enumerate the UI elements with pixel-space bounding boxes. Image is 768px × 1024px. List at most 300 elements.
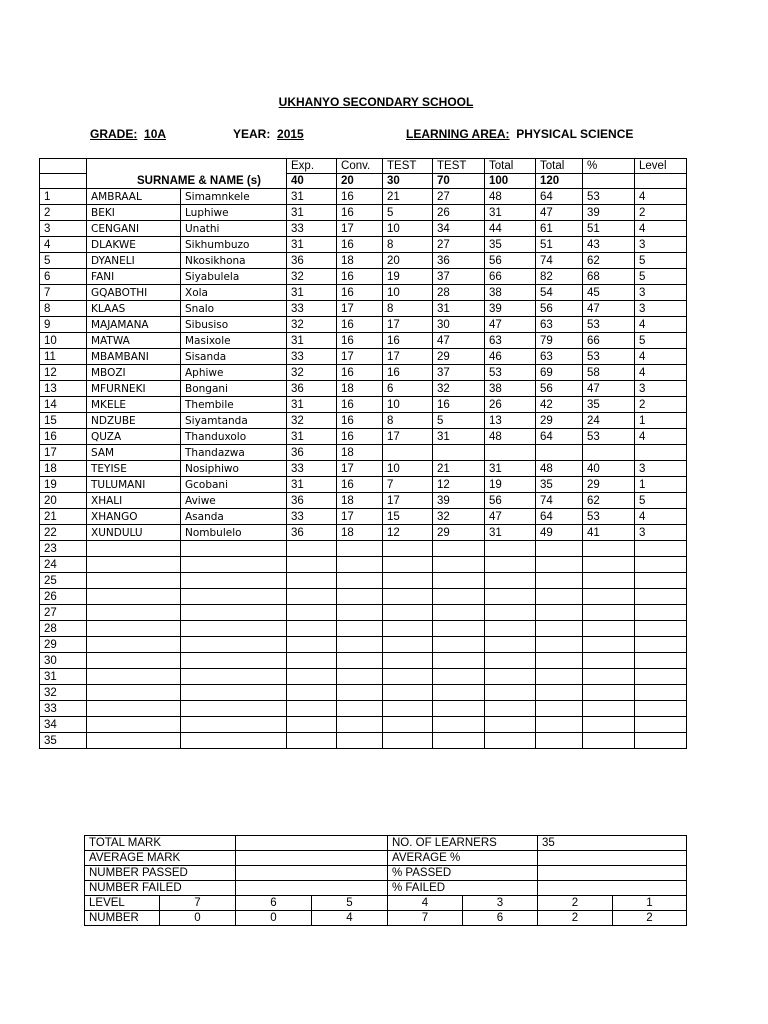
level-cell — [635, 669, 687, 685]
test2-cell: 29 — [433, 349, 485, 365]
header-blank — [40, 159, 87, 174]
surname-cell — [87, 669, 181, 685]
table-row — [40, 205, 687, 221]
max-conv: 20 — [337, 174, 383, 189]
first-name-cell: Thandazwa — [181, 445, 287, 461]
level-cell — [635, 717, 687, 733]
test2-cell: 47 — [433, 333, 485, 349]
test1-cell: 5 — [383, 205, 433, 221]
pct-cell: 45 — [583, 285, 635, 301]
first-name-cell: Bongani — [181, 381, 287, 397]
test2-cell: 37 — [433, 269, 485, 285]
level-cell: 4 — [635, 509, 687, 525]
table-row — [40, 733, 687, 749]
number-cell: 2 — [538, 911, 613, 926]
level-cell: 3 — [635, 285, 687, 301]
level-cell — [635, 541, 687, 557]
total120-cell — [536, 669, 583, 685]
level-cell: 4 — [635, 429, 687, 445]
first-name-cell: Simamnkele — [181, 189, 287, 205]
total-mark-label: TOTAL MARK — [85, 836, 236, 851]
grade-value: 10A — [144, 127, 167, 141]
conv-cell: 16 — [337, 317, 383, 333]
conv-cell — [337, 557, 383, 573]
first-name-cell: Luphiwe — [181, 205, 287, 221]
test1-cell — [383, 685, 433, 701]
level-cell — [635, 685, 687, 701]
surname-cell: MFURNEKI — [87, 381, 181, 397]
first-name-cell: Sibusiso — [181, 317, 287, 333]
col-label-level: Level — [635, 159, 687, 174]
test2-cell: 27 — [433, 237, 485, 253]
col-label-total120: Total — [536, 159, 583, 174]
average-mark-label: AVERAGE MARK — [85, 851, 236, 866]
total100-cell — [485, 605, 536, 621]
conv-cell: 17 — [337, 301, 383, 317]
surname-cell: DYANELI — [87, 253, 181, 269]
table-row — [40, 317, 687, 333]
conv-cell — [337, 637, 383, 653]
total100-cell: 47 — [485, 317, 536, 333]
level-cell: 4 — [635, 349, 687, 365]
first-name-cell: Siyamtanda — [181, 413, 287, 429]
test1-cell: 15 — [383, 509, 433, 525]
conv-cell: 16 — [337, 333, 383, 349]
level-cell — [635, 637, 687, 653]
pct-cell — [583, 637, 635, 653]
pct-cell: 24 — [583, 413, 635, 429]
test1-cell: 17 — [383, 429, 433, 445]
exp-cell: 31 — [287, 205, 337, 221]
level-cell: 7 — [160, 896, 236, 911]
level-cell: 3 — [635, 381, 687, 397]
row-number: 12 — [40, 365, 87, 381]
max-total120: 120 — [536, 174, 583, 189]
col-label-exp: Exp. — [287, 159, 337, 174]
total100-cell: 38 — [485, 285, 536, 301]
test2-cell — [433, 637, 485, 653]
total120-cell: 64 — [536, 429, 583, 445]
row-number: 3 — [40, 221, 87, 237]
total120-cell: 29 — [536, 413, 583, 429]
year-label: YEAR: — [233, 127, 271, 141]
surname-cell — [87, 573, 181, 589]
first-name-cell: Nkosikhona — [181, 253, 287, 269]
level-cell — [635, 701, 687, 717]
conv-cell: 16 — [337, 365, 383, 381]
level-cell: 4 — [635, 365, 687, 381]
table-row — [40, 685, 687, 701]
pct-cell: 51 — [583, 221, 635, 237]
test1-cell: 16 — [383, 365, 433, 381]
total100-cell: 63 — [485, 333, 536, 349]
row-number: 22 — [40, 525, 87, 541]
exp-cell: 31 — [287, 333, 337, 349]
first-name-cell: Thanduxolo — [181, 429, 287, 445]
test2-cell — [433, 557, 485, 573]
row-number: 1 — [40, 189, 87, 205]
conv-cell — [337, 733, 383, 749]
total120-cell: 49 — [536, 525, 583, 541]
pct-cell — [583, 621, 635, 637]
row-number: 20 — [40, 493, 87, 509]
first-name-cell: Thembile — [181, 397, 287, 413]
first-name-cell: Masixole — [181, 333, 287, 349]
table-row — [40, 237, 687, 253]
total100-cell: 31 — [485, 525, 536, 541]
exp-cell: 32 — [287, 365, 337, 381]
row-number: 31 — [40, 669, 87, 685]
level-cell: 3 — [635, 461, 687, 477]
surname-cell: TULUMANI — [87, 477, 181, 493]
total100-cell: 56 — [485, 253, 536, 269]
table-row — [40, 461, 687, 477]
surname-cell: XHALI — [87, 493, 181, 509]
level-cell: 4 — [635, 317, 687, 333]
exp-cell — [287, 653, 337, 669]
test1-cell — [383, 541, 433, 557]
level-cell: 4 — [635, 221, 687, 237]
test1-cell: 10 — [383, 221, 433, 237]
row-number: 9 — [40, 317, 87, 333]
total100-cell: 48 — [485, 189, 536, 205]
exp-cell: 31 — [287, 189, 337, 205]
test2-cell — [433, 541, 485, 557]
level-cell: 3 — [635, 301, 687, 317]
test2-cell: 37 — [433, 365, 485, 381]
summary-row — [85, 836, 687, 851]
school-title: UKHANYO SECONDARY SCHOOL — [278, 95, 474, 109]
total120-cell: 61 — [536, 221, 583, 237]
level-row — [85, 896, 687, 911]
row-number: 7 — [40, 285, 87, 301]
table-row — [40, 381, 687, 397]
table-row — [40, 253, 687, 269]
total120-cell: 51 — [536, 237, 583, 253]
test1-cell — [383, 557, 433, 573]
test1-cell: 10 — [383, 285, 433, 301]
exp-cell: 33 — [287, 509, 337, 525]
exp-cell — [287, 573, 337, 589]
table-row — [40, 477, 687, 493]
total100-cell — [485, 557, 536, 573]
conv-cell: 17 — [337, 349, 383, 365]
exp-cell: 33 — [287, 301, 337, 317]
total120-cell — [536, 685, 583, 701]
table-row — [40, 541, 687, 557]
total120-cell — [536, 557, 583, 573]
number-failed-value — [236, 881, 388, 896]
row-number: 15 — [40, 413, 87, 429]
total120-cell: 79 — [536, 333, 583, 349]
total120-cell: 69 — [536, 365, 583, 381]
surname-cell: BEKI — [87, 205, 181, 221]
number-passed-label: NUMBER PASSED — [85, 866, 236, 881]
conv-cell: 18 — [337, 381, 383, 397]
average-mark-value — [236, 851, 388, 866]
pct-cell: 62 — [583, 253, 635, 269]
pct-cell — [583, 669, 635, 685]
total120-cell: 47 — [536, 205, 583, 221]
level-cell: 2 — [635, 397, 687, 413]
max-total100: 100 — [485, 174, 536, 189]
pct-cell: 53 — [583, 317, 635, 333]
exp-cell: 36 — [287, 253, 337, 269]
conv-cell — [337, 573, 383, 589]
level-cell — [635, 589, 687, 605]
table-row — [40, 701, 687, 717]
exp-cell — [287, 589, 337, 605]
surname-cell: MATWA — [87, 333, 181, 349]
level-cell — [635, 733, 687, 749]
row-number: 5 — [40, 253, 87, 269]
row-number: 11 — [40, 349, 87, 365]
row-number: 25 — [40, 573, 87, 589]
level-cell: 3 — [463, 896, 538, 911]
test2-cell: 5 — [433, 413, 485, 429]
level-cell: 3 — [635, 525, 687, 541]
total120-cell: 63 — [536, 349, 583, 365]
max-test1: 30 — [383, 174, 433, 189]
pct-cell: 47 — [583, 301, 635, 317]
pct-cell: 29 — [583, 477, 635, 493]
grade-field — [90, 127, 166, 141]
pct-cell — [583, 685, 635, 701]
level-cell: 5 — [312, 896, 388, 911]
pct-cell: 40 — [583, 461, 635, 477]
no-of-learners-value: 35 — [538, 836, 687, 851]
total120-cell — [536, 717, 583, 733]
exp-cell — [287, 637, 337, 653]
conv-cell: 18 — [337, 493, 383, 509]
level-cell: 2 — [538, 896, 613, 911]
level-cell — [635, 653, 687, 669]
pct-cell — [583, 557, 635, 573]
level-cell — [635, 445, 687, 461]
conv-cell: 16 — [337, 189, 383, 205]
total100-cell — [485, 669, 536, 685]
test1-cell: 6 — [383, 381, 433, 397]
max-pct — [583, 174, 635, 189]
number-cell: 0 — [236, 911, 312, 926]
summary-row — [85, 866, 687, 881]
test1-cell: 8 — [383, 413, 433, 429]
test1-cell: 16 — [383, 333, 433, 349]
row-number: 18 — [40, 461, 87, 477]
table-row — [40, 509, 687, 525]
table-row — [40, 429, 687, 445]
header-blank — [40, 174, 87, 189]
test2-cell: 12 — [433, 477, 485, 493]
total100-cell: 38 — [485, 381, 536, 397]
learning-area-field — [406, 127, 633, 141]
conv-cell: 18 — [337, 525, 383, 541]
row-number: 4 — [40, 237, 87, 253]
number-row — [85, 911, 687, 926]
conv-cell — [337, 541, 383, 557]
surname-cell — [87, 733, 181, 749]
table-row — [40, 589, 687, 605]
total100-cell — [485, 445, 536, 461]
surname-cell: MAJAMANA — [87, 317, 181, 333]
total120-cell — [536, 701, 583, 717]
total120-cell: 56 — [536, 301, 583, 317]
row-number: 30 — [40, 653, 87, 669]
table-row — [40, 557, 687, 573]
test1-cell: 17 — [383, 493, 433, 509]
test2-cell: 34 — [433, 221, 485, 237]
first-name-cell: Sisanda — [181, 349, 287, 365]
table-row — [40, 493, 687, 509]
first-name-cell — [181, 669, 287, 685]
conv-cell — [337, 669, 383, 685]
conv-cell: 16 — [337, 477, 383, 493]
test2-cell — [433, 685, 485, 701]
summary-row — [85, 851, 687, 866]
total100-cell: 44 — [485, 221, 536, 237]
row-number: 28 — [40, 621, 87, 637]
test1-cell: 10 — [383, 461, 433, 477]
surname-cell — [87, 541, 181, 557]
total120-cell — [536, 621, 583, 637]
conv-cell — [337, 717, 383, 733]
test1-cell: 17 — [383, 317, 433, 333]
max-test2: 70 — [433, 174, 485, 189]
surname-cell — [87, 589, 181, 605]
row-number: 23 — [40, 541, 87, 557]
exp-cell: 36 — [287, 381, 337, 397]
pct-cell: 62 — [583, 493, 635, 509]
table-row — [40, 301, 687, 317]
first-name-cell — [181, 589, 287, 605]
conv-cell: 17 — [337, 221, 383, 237]
surname-cell: CENGANI — [87, 221, 181, 237]
pct-cell — [583, 445, 635, 461]
test1-cell: 12 — [383, 525, 433, 541]
total100-cell — [485, 701, 536, 717]
test2-cell — [433, 621, 485, 637]
total120-cell — [536, 589, 583, 605]
average-pct-label: AVERAGE % — [388, 851, 538, 866]
number-passed-value — [236, 866, 388, 881]
max-exp: 40 — [287, 174, 337, 189]
row-number: 34 — [40, 717, 87, 733]
year-field — [233, 127, 304, 141]
exp-cell: 31 — [287, 429, 337, 445]
test1-cell — [383, 573, 433, 589]
table-row — [40, 525, 687, 541]
test1-cell — [383, 701, 433, 717]
conv-cell — [337, 701, 383, 717]
level-cell: 5 — [635, 269, 687, 285]
level-cell — [635, 621, 687, 637]
table-row — [40, 445, 687, 461]
col-label-total100: Total — [485, 159, 536, 174]
surname-cell: KLAAS — [87, 301, 181, 317]
surname-cell — [87, 685, 181, 701]
col-label-pct: % — [583, 159, 635, 174]
level-cell — [635, 605, 687, 621]
total100-cell: 26 — [485, 397, 536, 413]
conv-cell: 18 — [337, 445, 383, 461]
surname-cell — [87, 557, 181, 573]
conv-cell — [337, 589, 383, 605]
first-name-cell: Nosiphiwo — [181, 461, 287, 477]
level-cell: 5 — [635, 333, 687, 349]
column-label-row — [40, 159, 687, 174]
pct-cell — [583, 733, 635, 749]
first-name-cell: Snalo — [181, 301, 287, 317]
first-name-cell — [181, 637, 287, 653]
number-label: NUMBER — [85, 911, 160, 926]
first-name-cell — [181, 701, 287, 717]
col-label-test2: TEST — [433, 159, 485, 174]
exp-cell: 36 — [287, 525, 337, 541]
conv-cell: 18 — [337, 253, 383, 269]
level-cell: 4 — [635, 189, 687, 205]
test2-cell: 39 — [433, 493, 485, 509]
row-number: 24 — [40, 557, 87, 573]
exp-cell: 36 — [287, 493, 337, 509]
first-name-cell — [181, 685, 287, 701]
year-value: 2015 — [277, 127, 304, 141]
test1-cell: 10 — [383, 397, 433, 413]
table-row — [40, 605, 687, 621]
exp-cell: 33 — [287, 221, 337, 237]
total100-cell — [485, 621, 536, 637]
conv-cell: 16 — [337, 397, 383, 413]
test2-cell: 16 — [433, 397, 485, 413]
first-name-cell: Xola — [181, 285, 287, 301]
total100-cell: 31 — [485, 205, 536, 221]
row-number: 27 — [40, 605, 87, 621]
test2-cell — [433, 669, 485, 685]
exp-cell: 33 — [287, 461, 337, 477]
surname-cell: FANI — [87, 269, 181, 285]
conv-cell: 16 — [337, 413, 383, 429]
total120-cell — [536, 445, 583, 461]
table-row — [40, 221, 687, 237]
test2-cell — [433, 573, 485, 589]
pct-cell — [583, 573, 635, 589]
surname-cell: XUNDULU — [87, 525, 181, 541]
pct-cell: 35 — [583, 397, 635, 413]
pct-passed-label: % PASSED — [388, 866, 538, 881]
exp-cell — [287, 733, 337, 749]
pct-passed-value — [538, 866, 687, 881]
first-name-cell: Gcobani — [181, 477, 287, 493]
first-name-cell — [181, 573, 287, 589]
total100-cell: 35 — [485, 237, 536, 253]
surname-cell — [87, 605, 181, 621]
conv-cell — [337, 605, 383, 621]
first-name-cell — [181, 557, 287, 573]
surname-cell: DLAKWE — [87, 237, 181, 253]
number-cell: 2 — [613, 911, 687, 926]
row-number: 10 — [40, 333, 87, 349]
total120-cell: 64 — [536, 189, 583, 205]
first-name-cell: Unathi — [181, 221, 287, 237]
exp-cell: 31 — [287, 285, 337, 301]
surname-cell — [87, 701, 181, 717]
average-pct-value — [538, 851, 687, 866]
test1-cell: 7 — [383, 477, 433, 493]
table-row — [40, 333, 687, 349]
table-row — [40, 653, 687, 669]
pct-cell: 53 — [583, 189, 635, 205]
surname-cell: MBAMBANI — [87, 349, 181, 365]
number-failed-label: NUMBER FAILED — [85, 881, 236, 896]
